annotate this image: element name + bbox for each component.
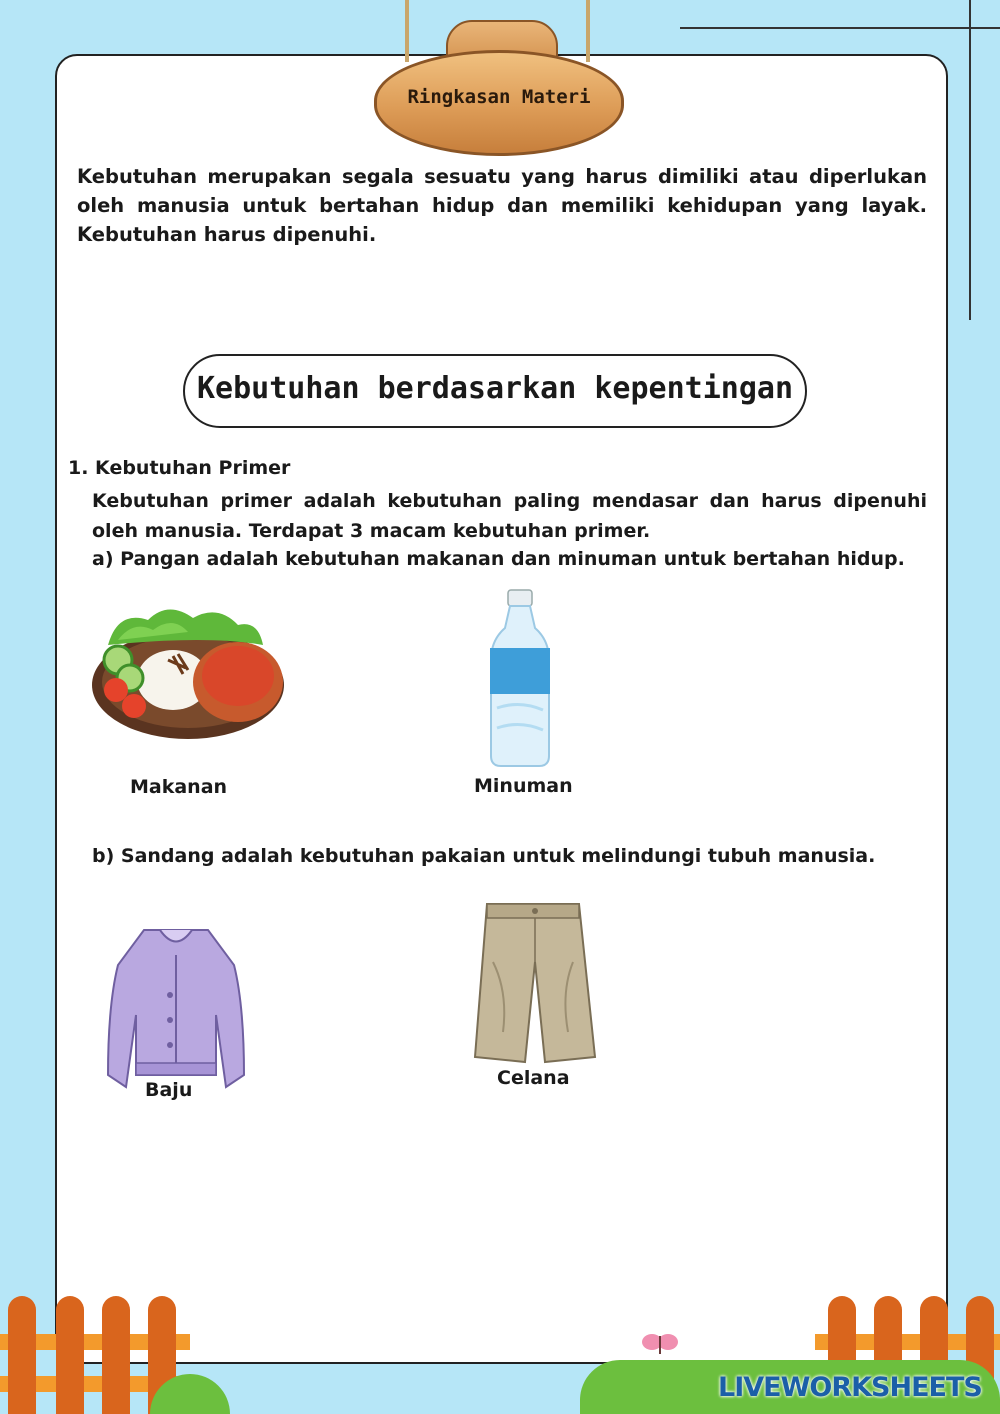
sign-title: Ringkasan Materi: [407, 86, 591, 108]
pants-image: [473, 902, 597, 1064]
water-bottle-image: [485, 588, 555, 770]
food-plate-image: [88, 590, 288, 740]
butterfly-icon: [640, 1330, 680, 1360]
fence-picket: [8, 1296, 36, 1414]
shirt-image: [104, 925, 248, 1095]
caption-food: Makanan: [130, 776, 228, 798]
fence-picket: [102, 1296, 130, 1414]
item-b-sandang: b) Sandang adalah kebutuhan pakaian untuk melindungi tubuh manusia.: [92, 845, 876, 867]
sign-rope-left: [405, 0, 409, 62]
fence-picket: [56, 1296, 84, 1414]
caption-drink: Minuman: [474, 775, 573, 797]
corner-line-vertical: [969, 0, 971, 320]
corner-line-horizontal: [680, 27, 1000, 29]
item-a-pangan: a) Pangan adalah kebutuhan makanan dan minuman untuk bertahan hidup.: [92, 548, 905, 570]
liveworksheets-logo: LIVEWORKSHEETS: [718, 1372, 982, 1403]
sign-rope-right: [586, 0, 590, 62]
primary-description: Kebutuhan primer adalah kebutuhan paling mendasar dan harus dipenuhi oleh manusia. Terdapat 3 macam kebutuhan primer.: [92, 490, 927, 542]
primary-heading: 1. Kebutuhan Primer: [68, 457, 291, 479]
caption-pants: Celana: [497, 1067, 570, 1089]
caption-shirt: Baju: [145, 1079, 193, 1101]
section-title: Kebutuhan berdasarkan kepentingan: [196, 371, 794, 406]
intro-paragraph: Kebutuhan merupakan segala sesuatu yang harus dimiliki atau diperlukan oleh manusia untuk bertahan hidup dan memiliki kehidupan yang layak. Kebutuhan harus dipenuhi.: [77, 165, 927, 246]
